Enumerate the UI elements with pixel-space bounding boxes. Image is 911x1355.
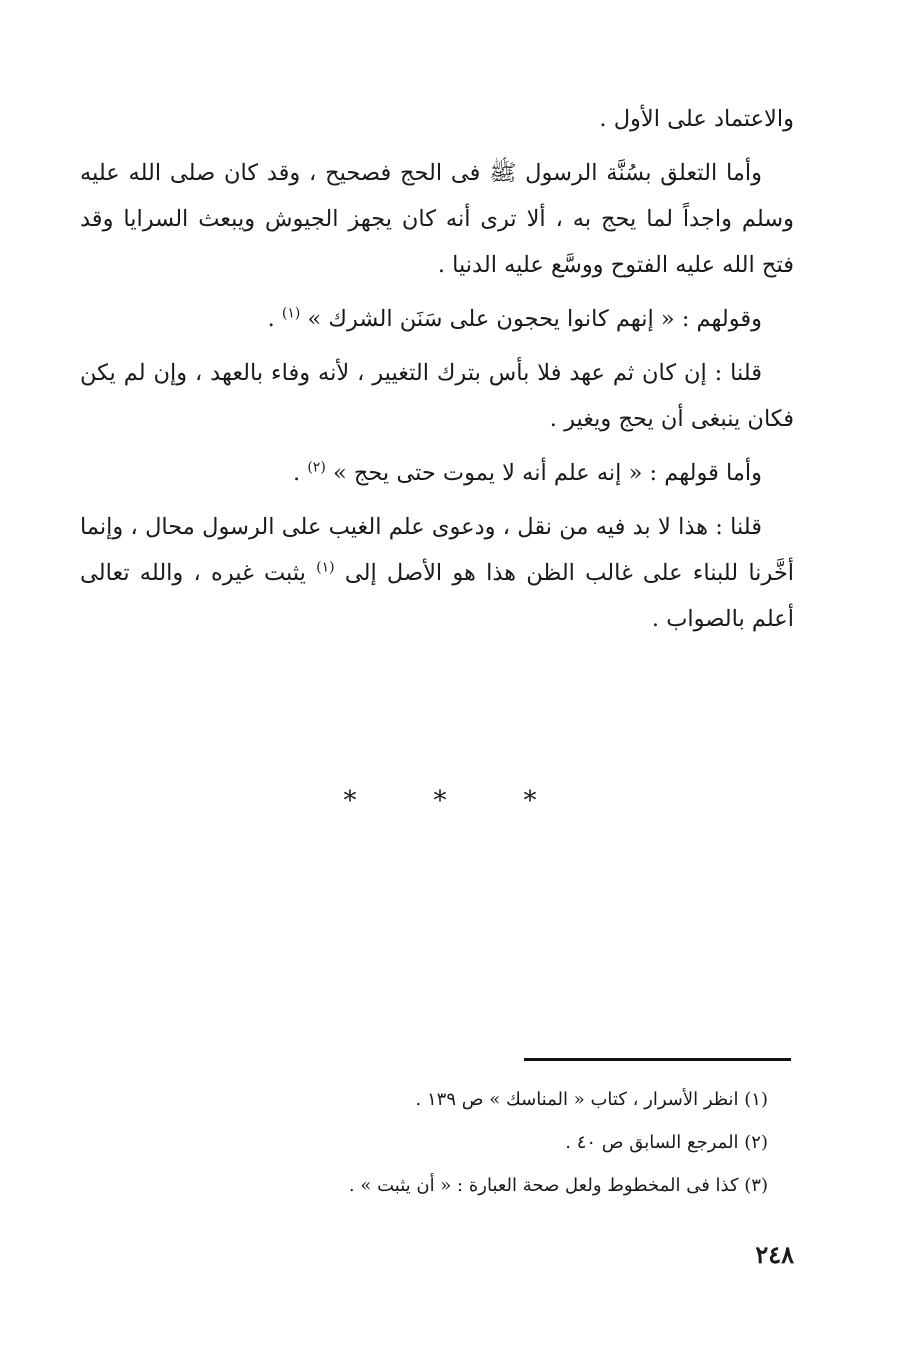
footnote-1: (١) انظر الأسرار ، كتاب « المناسك » ص ١٣٩ . xyxy=(415,1089,768,1110)
main-text xyxy=(80,96,794,650)
paragraph-4: قلنا : إن كان ثم عهد فلا بأس بترك التغيير ، لأنه وفاء بالعهد ، وإن لم يكن فكان ينبغى أن يحج ويغير . xyxy=(80,360,794,432)
page-number: ٢٤٨ xyxy=(755,1240,794,1269)
paragraph-6-text-a: قلنا : هذا لا بد فيه من نقل ، ودعوى علم الغيب على الرسول محال ، وإنما أخَّرنا للبناء على غالب الظن هذا هو الأصل إلى xyxy=(80,514,795,586)
section-separator xyxy=(330,786,550,816)
paragraph-6-text-b: يثبت غيره ، والله تعالى أعلم بالصواب . xyxy=(80,560,794,632)
paragraph-5-period: . xyxy=(293,460,308,486)
separator-star-2: * xyxy=(433,786,447,816)
footnote-3: (٣) كذا فى المخطوط ولعل صحة العبارة : « أن يثبت » . xyxy=(348,1175,768,1196)
paragraph-3 xyxy=(80,296,794,342)
footnote-ref-3: (١) xyxy=(316,559,335,576)
separator-star-1: * xyxy=(523,786,537,816)
footnote-divider xyxy=(524,1058,791,1061)
paragraph-5-text: وأما قولهم : « إنه علم أنه لا يموت حتى يحج » xyxy=(332,460,762,486)
footnote-2: (٢) المرجع السابق ص ٤٠ . xyxy=(565,1132,768,1153)
paragraph-1: والاعتماد على الأول . xyxy=(599,106,794,132)
footnotes xyxy=(200,1078,768,1207)
separator-star-3: * xyxy=(343,786,357,816)
paragraph-6 xyxy=(80,504,794,642)
footnote-ref-2: (٢) xyxy=(307,459,326,476)
footnote-ref-1: (١) xyxy=(281,305,301,322)
paragraph-3-period: . xyxy=(267,306,282,332)
paragraph-3-text: وقولهم : « إنهم كانوا يحجون على سَنَن الشرك » xyxy=(307,306,762,332)
paragraph-5 xyxy=(80,450,794,496)
paragraph-2: وأما التعلق بسُنَّة الرسول ﷺ فى الحج فصحيح ، وقد كان صلى الله عليه وسلم واجداً لما يحج به ، ألا ترى أنه كان يجهز الجيوش ويبعث السرايا وقد فتح الله عليه الفتوح ووسَّع عليه الدنيا . xyxy=(80,160,794,278)
